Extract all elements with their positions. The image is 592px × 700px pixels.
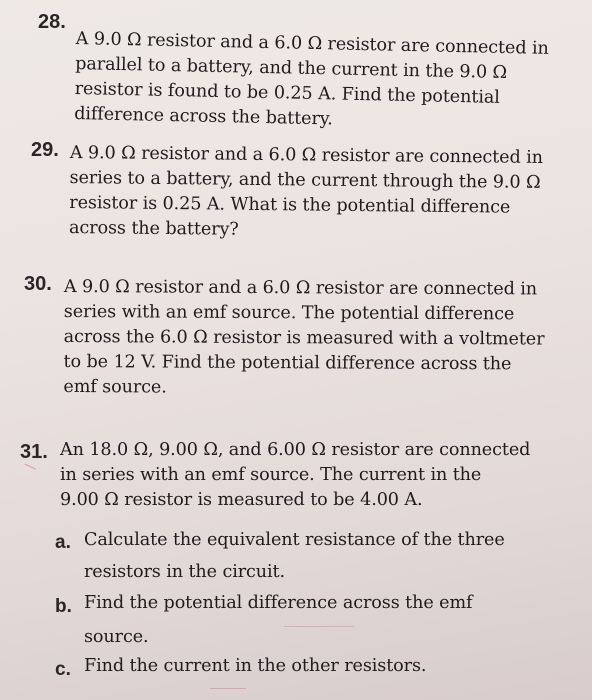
text-line: to be 12 V. Find the potential difference across the — [63, 351, 512, 375]
pen-mark — [210, 688, 246, 689]
text-line: A 9.0 Ω resistor and a 6.0 Ω resistor are connected in — [63, 276, 538, 300]
text-line: A 9.0 Ω resistor and a 6.0 Ω resistor are connected in — [75, 28, 549, 59]
part-letter: b. — [55, 596, 72, 617]
text-line: difference across the battery. — [73, 103, 333, 130]
problem-text — [69, 141, 543, 246]
text-line: series with an emf source. The potential difference — [63, 301, 515, 325]
text-line: Calculate the equivalent resistance of the three — [84, 530, 505, 550]
text-line: resistor is found to be 0.25 A. Find the potential — [74, 78, 500, 108]
text-line: A 9.0 Ω resistor and a 6.0 Ω resistor are connected in — [69, 142, 544, 168]
problem-number: 30. — [24, 273, 52, 295]
problem-number: 31. — [20, 441, 48, 463]
text-line: resistor is 0.25 A. What is the potential difference — [69, 192, 511, 218]
problem-number: 28. — [38, 11, 66, 33]
text-line: across the 6.0 Ω resistor is measured with a voltmeter — [63, 326, 545, 350]
text-line: Find the current in the other resistors. — [84, 656, 427, 676]
part-letter: a. — [55, 532, 71, 553]
text-line: across the battery? — [68, 217, 239, 240]
text-line: 9.00 Ω resistor is measured to be 4.00 A. — [60, 490, 423, 510]
text-line: resistors in the circuit. — [84, 562, 286, 582]
text-line: An 18.0 Ω, 9.00 Ω, and 6.00 Ω resistor are connected — [60, 440, 531, 460]
part-text — [84, 591, 472, 650]
text-line: series to a battery, and the current through the 9.0 Ω — [69, 167, 541, 193]
text-line: source. — [84, 627, 149, 647]
part-text — [84, 654, 426, 679]
text-line: parallel to a battery, and the current in the 9.0 Ω — [75, 53, 508, 84]
problem-number: 29. — [31, 139, 59, 161]
problem-text — [74, 27, 549, 137]
part-letter: c. — [55, 659, 71, 680]
problem-text — [63, 275, 544, 403]
part-text — [84, 528, 505, 585]
text-line: Find the potential difference across the emf — [84, 593, 473, 613]
pen-mark — [24, 464, 35, 470]
pen-mark — [284, 626, 354, 627]
problem-text — [60, 438, 530, 513]
text-line: in series with an emf source. The current in the — [60, 465, 482, 485]
text-line: emf source. — [63, 376, 167, 398]
